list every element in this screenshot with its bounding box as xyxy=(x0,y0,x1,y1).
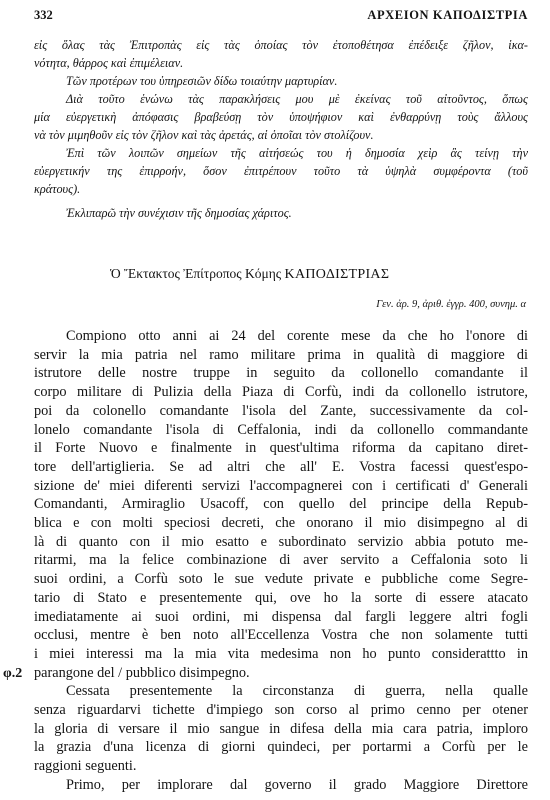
text-line: occlusi, mentre è ben noto all'Eccellenza Vostra che non solamente tutti xyxy=(34,627,528,644)
signature-name: ΚΑΠΟΔΙΣΤΡΙΑΣ xyxy=(284,267,390,282)
text-line: corpo militare di Pulizia della Piaza di Corfù, indi da collonello istrutore, xyxy=(34,384,528,401)
text-line: μία εὐεργετικὴ ἀπόφασις βραβεύσῃ τὸν ὑποψήφιον καὶ ἐνθαρρύνῃ τοὺς ἄλλους xyxy=(34,110,528,124)
text-line: la grazia d'una licenza di giorni quindeci, per portarmi a Corfù per le xyxy=(34,739,528,756)
signature-line xyxy=(110,266,389,283)
margin-folio-note: φ.2 xyxy=(3,666,23,681)
text-line: servir la mia patria nel ramo militare prima in qualità di maggiore di xyxy=(34,346,528,363)
italian-letter-text xyxy=(34,327,528,795)
text-line: tario di Stato e presentemente qui, ove ho la sorte di essere atacato xyxy=(34,589,528,606)
text-line: tore dell'artiglieria. Se ad altri che all' E. Vostra facessi quest'espo- xyxy=(34,458,528,475)
text-line: raggioni seguenti. xyxy=(34,758,137,775)
text-line: imediatamente ai suoi ordini, mi dispensa dal fargli leggere altri fogli xyxy=(34,608,528,625)
text-line: sizione de' miei diferenti servizi l'accompagnerei con i certificati d' Generali xyxy=(34,477,528,494)
text-line: Compiono otto anni ai 24 del corente mese da che ho l'onore di xyxy=(66,328,528,344)
text-line: Cessata presentemente la circonstanza di guerra, nella qualle xyxy=(66,683,528,700)
text-line: εὐεργετικήν της ἐπιρροήν, ὅσον ἐπιτρέπουν τοῦτο τὰ ὑψηλὰ συμφέροντα (τοῦ xyxy=(34,164,528,178)
archive-reference: Γεν. ἀρ. 9, ἀριθ. ἐγγρ. 400, συνημ. α xyxy=(376,299,526,310)
text-line: là di quanto con il mio esatto e subordinato servizio abbia potuto me- xyxy=(34,533,528,550)
text-line: νὰ τὸν μιμηθοῦν εἰς τὸν ζῆλον καὶ τὰς ἀρετάς, αἱ ὁποῖαι τὸν στολίζουν. xyxy=(34,128,374,142)
text-line: parangone del / pubblico disimpegno. xyxy=(34,664,250,681)
text-line: senza riguardarvi tichette d'impiego son corso al primo cenno per otener xyxy=(34,702,528,719)
text-line: ritarmi, ma la felice combinazione di aver servito a Ceffalonia soto li xyxy=(34,552,528,569)
text-line: poi da colonello comandante l'isola del Zante, successivamente da col- xyxy=(34,402,528,419)
text-line: il Forte Nuovo e finalmente in quest'ultima riforma da capitano diret- xyxy=(34,440,528,457)
page-number: 332 xyxy=(34,8,53,22)
signature-title: Ὁ Ἔκτακτος Ἐπίτροπος Κόμης xyxy=(110,266,282,281)
page-header xyxy=(34,8,528,24)
running-title: ΑΡΧΕΙΟΝ ΚΑΠΟΔΙΣΤΡΙΑ xyxy=(367,8,528,22)
text-line: i miei interessi ma la mia vita medesima non ho punto considerattto in xyxy=(34,645,528,662)
text-line: εἰς ὅλας τὰς Ἐπιτροπὰς εἰς τὰς ὁποίας τὸν ἐτοποθέτησα ἐπέδειξε ζῆλον, ἱκα- xyxy=(34,38,528,52)
text-line: Primo, per implorare dal governo il grado Maggiore Direttore xyxy=(66,776,528,793)
text-line: Διὰ τοῦτο ἑνώνω τὰς παρακλήσεις μου μὲ ἐκείνας τοῦ αἰτοῦντος, ὅπως xyxy=(66,92,528,106)
text-line: Τῶν προτέρων του ὑπηρεσιῶν δίδω τοιαύτην μαρτυρίαν. xyxy=(66,74,338,88)
text-line: istrutore delle nostre truppe in seguito da collonello comandante il xyxy=(34,365,528,382)
text-line: suoi ordini, a Corfù soto le sue vedute private e pubbliche come Segre- xyxy=(34,571,528,588)
text-line: Ἐκλιπαρῶ τὴν συνέχισιν τῆς δημοσίας χάριτος. xyxy=(66,206,292,220)
text-line: Comandanti, Armiraglio Usacoff, con quello del principe della Repub- xyxy=(34,496,528,513)
text-line: κράτους). xyxy=(34,182,81,196)
greek-letter-text xyxy=(34,36,528,222)
text-line: blica e con molti speciosi decreti, che onorano il mio disimpegno al di xyxy=(34,515,528,532)
text-line: νότητα, θάρρος καὶ ἐπιμέλειαν. xyxy=(34,56,184,70)
text-line: la gloria di versare il mio sangue in difesa della mia cara patria, imploro xyxy=(34,720,528,737)
text-line: Ἐπὶ τῶν λοιπῶν σημείων τῆς αἰτήσεώς του ἡ δημοσία χεὶρ ἂς τείνῃ τὴν xyxy=(66,146,528,160)
text-line: lonelo comandante l'isola di Ceffalonia, indi da collonello commandante xyxy=(34,421,528,438)
